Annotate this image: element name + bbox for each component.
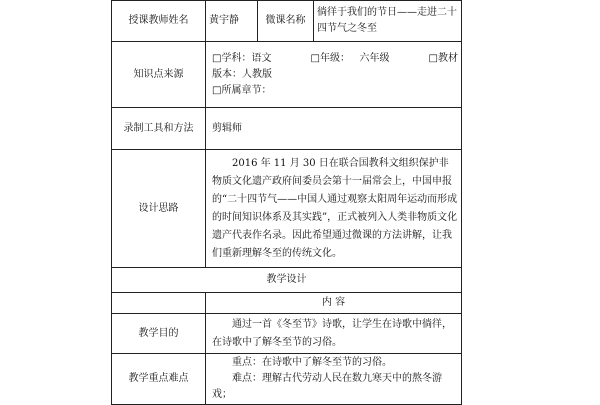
course-name-label-cell	[258, 1, 314, 42]
row-source	[112, 42, 462, 108]
goal-cell	[206, 314, 462, 354]
key-point: 重点：在诗歌中了解冬至节的习俗。	[232, 357, 392, 368]
row-teacher	[112, 1, 462, 42]
tools-label: 录制工具和方法	[123, 122, 194, 134]
source-label-cell	[112, 42, 206, 108]
row-design	[112, 150, 462, 268]
subject-checkbox-item: □学科：语文	[212, 52, 272, 64]
tools-value: 剪辑师	[212, 122, 242, 134]
content-label: 内 容	[321, 297, 346, 308]
grade-value: 六年级	[359, 52, 390, 64]
chapter-checkbox-item: □所属章节：	[212, 84, 272, 96]
goal-text: 通过一首《冬至节》诗歌，让学生在诗歌中徜徉，在诗歌中了解冬至节的习俗。	[212, 318, 452, 348]
source-line-1	[212, 51, 458, 67]
row-goal	[112, 314, 462, 354]
grade-label: □年级：	[310, 52, 350, 64]
course-name-cell	[314, 1, 462, 42]
teacher-label: 授课教师姓名	[128, 15, 189, 26]
grade-checkbox-item	[311, 51, 390, 67]
course-name-label: 微课名称	[265, 15, 306, 26]
lesson-plan-table	[111, 0, 462, 405]
goal-label-cell	[112, 314, 206, 354]
row-tools	[112, 108, 462, 150]
key-label: 教学重点难点	[128, 373, 189, 384]
teaching-design-header	[112, 268, 462, 293]
course-name: 徜徉于我们的节日——走进二十四节气之冬至	[317, 7, 457, 34]
tools-cell	[206, 108, 462, 150]
source-cell	[206, 42, 462, 108]
design-text: 2016 年 11 月 30 日在联合国教科文组织保护非物质文化遗产政府间委员会第十一届常会上，中国申报的“二十四节气——中国人通过观察太阳周年运动而形成的时间知识体系及其实践”，正式被列入人类非物质文化遗产代表作名录。因此希望通过微课的方法讲解，让我们重新理解冬至的传统文化。	[212, 157, 458, 259]
design-cell	[206, 150, 462, 268]
source-label: 知识点来源	[133, 68, 184, 80]
content-header-cell	[206, 293, 462, 314]
design-label-cell	[112, 150, 206, 268]
teaching-design-label: 教学设计	[266, 274, 307, 285]
version-line: 版本：人教版	[212, 68, 272, 80]
row-teaching-design	[112, 268, 462, 293]
teacher-name-cell	[206, 1, 258, 42]
design-label: 设计思路	[138, 202, 179, 214]
content-header-empty	[112, 293, 206, 314]
teacher-name: 黄宇静	[209, 15, 239, 26]
difficulty: 难点：理解古代劳动人民在数九寒天中的熬冬游戏；	[212, 373, 442, 400]
tools-label-cell	[112, 108, 206, 150]
row-content-header	[112, 293, 462, 314]
teacher-label-cell	[112, 1, 206, 42]
key-label-cell	[112, 354, 206, 405]
material-checkbox-item: □教材	[428, 52, 458, 64]
goal-label: 教学目的	[138, 327, 179, 339]
row-key-points	[112, 354, 462, 405]
key-cell	[206, 354, 462, 405]
